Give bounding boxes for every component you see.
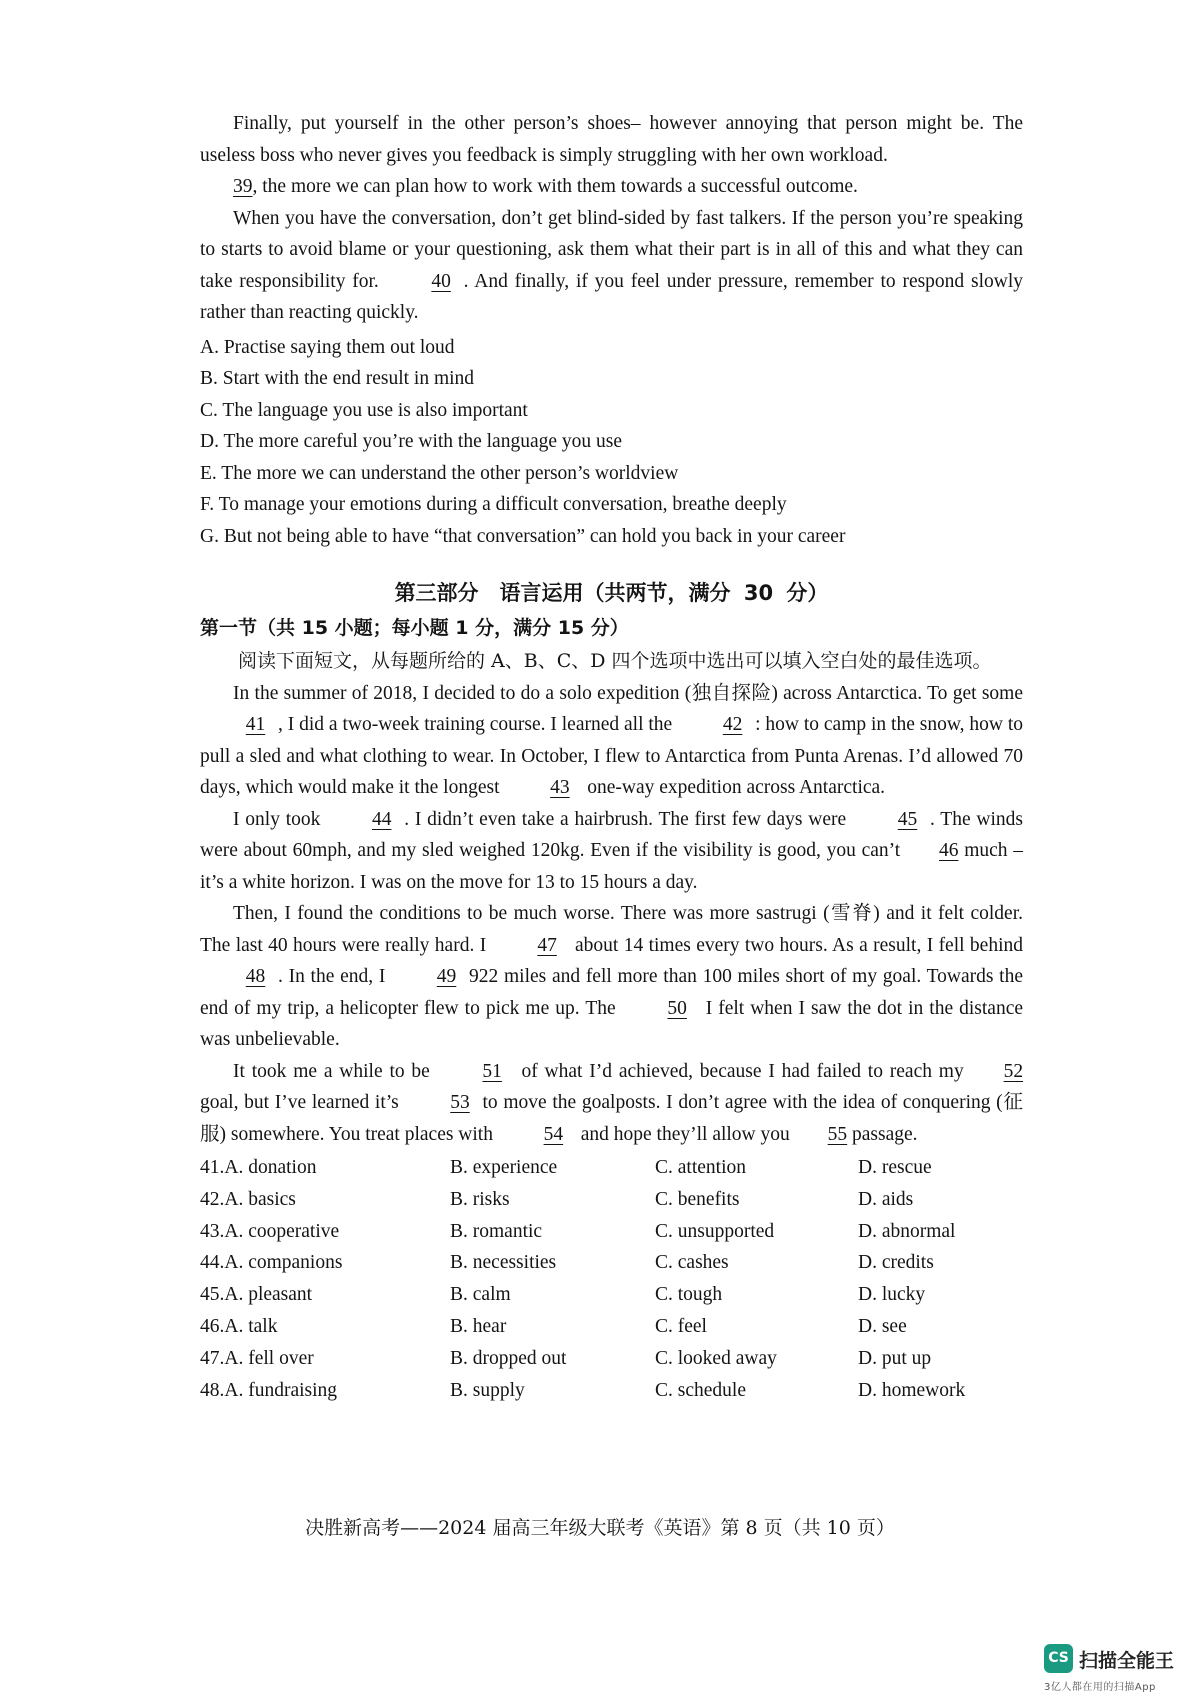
choice-d: D. aids	[858, 1188, 914, 1210]
option-item: F. To manage your emotions during a difficult conversation, breathe deeply	[200, 494, 787, 515]
camscanner-logo-icon: CS	[1044, 1644, 1073, 1673]
blank-49: 49	[436, 966, 457, 987]
choice-a: A. fell over	[224, 1347, 314, 1369]
section-title: 第三部分 语言运用（共两节，满分 30 分）	[394, 581, 829, 605]
blank-39: 39	[233, 176, 253, 197]
question-number: 48.	[200, 1379, 225, 1401]
question-row	[200, 1216, 1023, 1248]
choice-a: A. talk	[224, 1315, 278, 1337]
question-number: 45.	[200, 1284, 225, 1306]
option-item: A. Practise saying them out loud	[200, 336, 455, 358]
question-row	[200, 1343, 1023, 1375]
question-row	[200, 1152, 1023, 1184]
page-content	[200, 108, 1023, 1406]
blank-44: 44	[371, 808, 392, 830]
blank-51: 51	[482, 1060, 502, 1082]
blank-55: 55	[827, 1123, 848, 1145]
choice-b: B. supply	[450, 1379, 525, 1401]
choice-c: C. cashes	[655, 1252, 729, 1274]
choice-d: D. rescue	[858, 1157, 932, 1178]
question-number: 46.	[200, 1315, 225, 1337]
choice-b: B. risks	[450, 1188, 510, 1210]
question-number: 47.	[200, 1347, 225, 1369]
choice-b: B. hear	[450, 1315, 507, 1337]
choice-c: C. attention	[655, 1157, 746, 1178]
scanner-app-name: 扫描全能王	[1079, 1650, 1175, 1672]
blank-52: 52	[1003, 1060, 1024, 1082]
section-subtitle: 第一节（共 15 小题；每小题 1 分，满分 15 分）	[200, 617, 629, 639]
question-number: 41.	[200, 1157, 225, 1178]
cloze-paragraph: In the summer of 2018, I decided to do a solo expedition (独自探险) across Antarctica. To get some 41 , I did a two-week training course. I learned all the 42 : how to camp in the snow, how to pull a sled and what clothing to wear. In October, I flew to Antarctica from Punta Arenas. I’d allowed 70 days, which would make it the longest 43 one-way expedition across Antarctica.	[200, 678, 1023, 804]
question-row	[200, 1184, 1023, 1216]
option-item: G. But not being able to have “that conversation” can hold you back in your career	[200, 525, 846, 547]
question-number: 44.	[200, 1252, 225, 1274]
question-number: 43.	[200, 1220, 225, 1242]
blank-53: 53	[450, 1092, 470, 1113]
choice-d: D. see	[858, 1315, 907, 1337]
question-number: 42.	[200, 1188, 225, 1210]
section-instruction: 阅读下面短文，从每题所给的 A、B、C、D 四个选项中选出可以填入空白处的最佳选项。	[238, 650, 992, 672]
cloze-paragraph: Then, I found the conditions to be much worse. There was more sastrugi (雪脊) and it felt colder. The last 40 hours were really hard. I 47 about 14 times every two hours. As a result, I fell behind 48 . In the end, I 49 922 miles and fell more than 100 miles short of my goal. Towards the end of my trip, a helicopter flew to pick me up. The 50 I felt when I saw the dot in the distance was unbelievable.	[200, 903, 1024, 1050]
blank-50: 50	[667, 997, 687, 1019]
choice-a: A. basics	[224, 1188, 296, 1210]
blank-43: 43	[550, 777, 570, 798]
choice-b: B. experience	[450, 1157, 558, 1178]
choice-a: A. fundraising	[224, 1379, 338, 1401]
question-row	[200, 1311, 1023, 1343]
choice-b: B. calm	[450, 1284, 511, 1306]
question-row	[200, 1279, 1023, 1311]
question-options-table	[200, 1152, 1023, 1406]
choice-a: A. pleasant	[224, 1284, 313, 1306]
choice-d: D. abnormal	[858, 1220, 956, 1242]
choice-c: C. looked away	[655, 1347, 777, 1369]
choice-a: A. companions	[224, 1252, 343, 1274]
blank-47: 47	[537, 934, 557, 956]
blank-54: 54	[543, 1123, 564, 1145]
choice-a: A. cooperative	[224, 1220, 340, 1242]
choice-b: B. necessities	[450, 1252, 557, 1274]
scanner-tagline: 3亿人都在用的扫描App	[1044, 1682, 1156, 1693]
choice-d: D. homework	[858, 1379, 966, 1401]
cloze-paragraph: It took me a while to be 51 of what I’d achieved, because I had failed to reach my 52 goal, but I’ve learned it’s 53 to move the goalposts. I don’t agree with the idea of conquering (征服) somewhere. You treat places with 54 and hope they’ll allow you 55 passage.	[200, 1056, 1023, 1151]
blank-48: 48	[245, 966, 266, 987]
choice-d: D. lucky	[858, 1284, 926, 1306]
choice-c: C. benefits	[655, 1188, 740, 1210]
cloze-paragraph: I only took 44 . I didn’t even take a hairbrush. The first few days were 45 . The winds were about 60mph, and my sled weighed 120kg. Even if the visibility is good, you can’t 46 much – it’s a white horizon. I was on the move for 13 to 15 hours a day.	[200, 804, 1023, 899]
blank-42: 42	[722, 714, 743, 735]
passage-paragraph: When you have the conversation, don’t get blind-sided by fast talkers. If the person you’re speaking to starts to avoid blame or your questioning, ask them what their part is in all of this and what they can take responsibility for. 40 . And finally, if you feel under pressure, remember to respond slowly rather than reacting quickly.	[200, 207, 1023, 323]
blank-46: 46	[938, 840, 959, 861]
question-row	[200, 1247, 1023, 1279]
choice-c: C. feel	[655, 1315, 707, 1337]
option-item: B. Start with the end result in mind	[200, 368, 475, 389]
choice-c: C. unsupported	[655, 1220, 775, 1242]
choice-b: B. dropped out	[450, 1347, 567, 1369]
option-item: D. The more careful you’re with the language you use	[200, 431, 622, 452]
option-item: C. The language you use is also important	[200, 399, 528, 421]
choice-c: C. schedule	[655, 1379, 746, 1401]
choice-d: D. credits	[858, 1252, 934, 1274]
seven-choose-five-options	[200, 332, 1023, 553]
choice-b: B. romantic	[450, 1220, 543, 1242]
choice-c: C. tough	[655, 1284, 723, 1306]
blank-41: 41	[245, 714, 266, 735]
page-footer: 决胜新高考——2024 届高三年级大联考《英语》第 8 页（共 10 页）	[305, 1517, 895, 1539]
scanner-watermark	[1044, 1644, 1180, 1694]
blank-45: 45	[897, 808, 918, 830]
choice-a: A. donation	[224, 1157, 317, 1178]
blank-40: 40	[431, 270, 451, 292]
option-item: E. The more we can understand the other person’s worldview	[200, 462, 679, 484]
question-row	[200, 1375, 1023, 1407]
passage-paragraph: Finally, put yourself in the other person’s shoes– however annoying that person might be. The useless boss who never gives you feedback is simply struggling with her own workload. 39, the more we can plan how to work with them towards a successful outcome.	[200, 108, 1023, 203]
choice-d: D. put up	[858, 1347, 932, 1369]
